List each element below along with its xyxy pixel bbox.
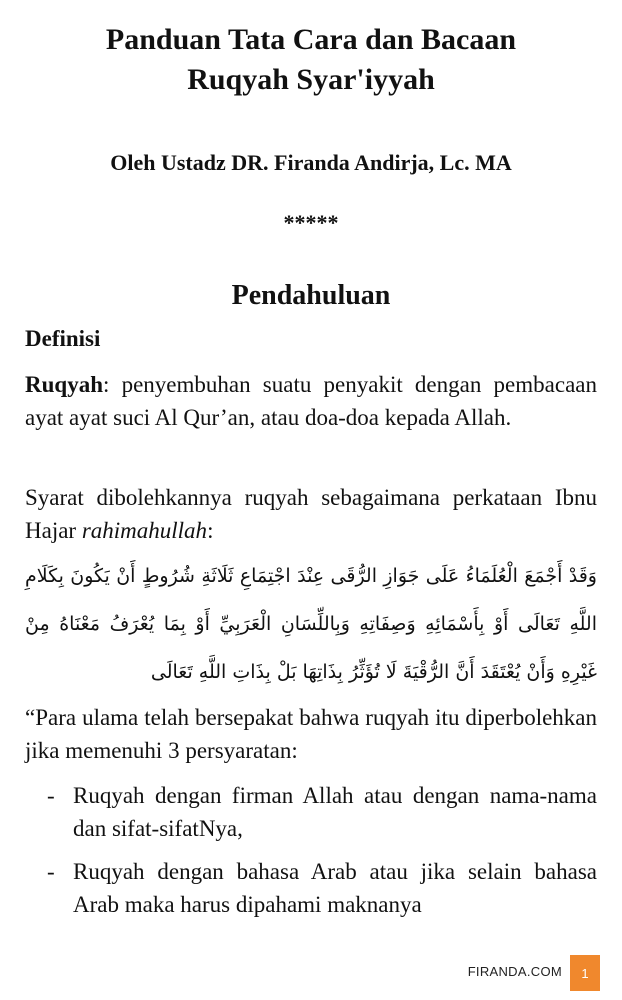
honorific: rahimahullah (81, 518, 208, 543)
bullet-text: Ruqyah dengan firman Allah atau dengan nama-nama dan sifat-sifatNya, (73, 783, 597, 841)
translation-intro: “Para ulama telah bersepakat bahwa ruqyah itu diperbolehkan jika memenuhi 3 persyaratan: (25, 705, 597, 763)
author-line: Oleh Ustadz DR. Firanda Andirja, Lc. MA (110, 150, 512, 175)
section-title: Pendahuluan (231, 280, 391, 311)
conditions-list (25, 779, 597, 931)
title-line-2: Ruqyah Syar'iyyah (187, 63, 435, 96)
page-number-badge: 1 (570, 955, 600, 991)
bullet-dash: - (47, 783, 55, 808)
definition-text: penyembuhan suatu penyakit dengan pembacaan ayat ayat suci Al Qur’an, atau doa-doa kepada Allah. (25, 372, 597, 430)
bullet-text: Ruqyah dengan bahasa Arab atau jika selain bahasa Arab maka harus dipahami maknanya (73, 859, 597, 917)
definition-colon: : (102, 372, 110, 397)
list-item (25, 855, 597, 921)
separator-stars: ***** (283, 210, 339, 235)
definition-term: Ruqyah (25, 372, 103, 397)
footer-site-name: FIRANDA.COM (467, 964, 562, 979)
conditions-intro-text: Syarat dibolehkannya ruqyah sebagaimana perkataan Ibnu Hajar (25, 485, 597, 543)
definition-paragraph (25, 368, 597, 434)
list-item (25, 779, 597, 845)
arabic-quote: وَقَدْ أَجْمَعَ الْعُلَمَاءُ عَلَى جَوَازِ الرُّقَى عِنْدَ اجْتِمَاعِ ثَلَاثَةِ شُرُوطٍ أَنْ يَكُونَ بِكَلَامِ اللَّهِ تَعَالَى أَوْ بِأَسْمَائِهِ وَصِفَاتِهِ وَبِاللِّسَانِ الْعَرَبِيِّ أَوْ بِمَا يُعْرَفُ مَعْنَاهُ مِنْ غَيْرِهِ وَأَنْ يُعْتَقَدَ أَنَّ الرُّقْيَةَ لَا تُؤَثِّرُ بِذَاتِهَا بَلْ بِذَاتِ اللَّهِ تَعَالَى (25, 565, 597, 683)
title-line-1: Panduan Tata Cara dan Bacaan (105, 23, 517, 56)
conditions-intro-paragraph (25, 481, 597, 547)
bullet-dash: - (47, 859, 55, 884)
conditions-intro-end: : (207, 518, 214, 543)
subsection-title: Definisi (25, 326, 101, 351)
document-title (20, 20, 602, 100)
